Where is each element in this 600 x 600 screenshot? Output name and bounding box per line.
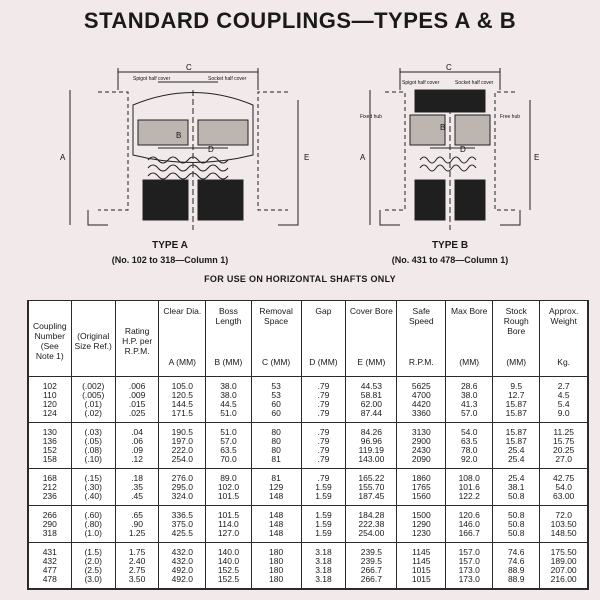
table-cell: 27.0 (540, 455, 588, 469)
table-cell: 148.50 (540, 529, 588, 543)
table-cell: .09 (115, 446, 159, 455)
table-row (28, 506, 588, 521)
table-cell: 175.50 (540, 543, 588, 558)
table-cell: 41.3 (446, 400, 493, 409)
col-header: Clear Dia. (159, 301, 206, 349)
table-cell: 15.87 (493, 423, 540, 438)
table-cell: 144.5 (159, 400, 206, 409)
table-row (28, 483, 588, 492)
col-header: Cover Bore (346, 301, 397, 349)
table-cell: 165.22 (346, 469, 397, 484)
table-cell: 266 (28, 506, 71, 521)
dim-b-label: B (176, 131, 182, 140)
table-cell: 148 (251, 492, 301, 506)
col-unit: B (MM) (206, 348, 251, 377)
table-cell: (.05) (71, 437, 115, 446)
table-cell: 4700 (397, 391, 446, 400)
col-header: Max Bore (446, 301, 493, 349)
table-cell: 80 (251, 423, 301, 438)
table-cell: 173.0 (446, 575, 493, 589)
table-cell: 92.0 (446, 455, 493, 469)
table-cell: 3360 (397, 409, 446, 423)
dim-b-label: B (440, 123, 446, 132)
table-cell: (.30) (71, 483, 115, 492)
col-header: Removal Space (251, 301, 301, 349)
table-cell: 96.96 (346, 437, 397, 446)
table-cell: 184.28 (346, 506, 397, 521)
col-header: Stock Rough Bore (493, 301, 540, 349)
table-row (28, 377, 588, 392)
table-cell: 11.25 (540, 423, 588, 438)
col-header: Coupling Number (See Note 1) (28, 301, 71, 377)
table-cell: 432 (28, 557, 71, 566)
horizontal-shafts-note: FOR USE ON HORIZONTAL SHAFTS ONLY (204, 274, 396, 284)
col-unit: E (MM) (346, 348, 397, 377)
table-cell: 25.4 (493, 469, 540, 484)
table-cell: 38.0 (206, 377, 251, 392)
table-cell: 189.00 (540, 557, 588, 566)
table-cell: 51.0 (206, 423, 251, 438)
table-cell: 5625 (397, 377, 446, 392)
table-cell: 129 (251, 483, 301, 492)
table-cell: 1860 (397, 469, 446, 484)
table-cell: 432.0 (159, 557, 206, 566)
col-unit: A (MM) (159, 348, 206, 377)
table-cell: 102.0 (206, 483, 251, 492)
page-title: STANDARD COUPLINGS—TYPES A & B (83, 8, 517, 33)
table-cell: 1560 (397, 492, 446, 506)
table-cell: 166.7 (446, 529, 493, 543)
table-cell: 1145 (397, 543, 446, 558)
table-cell: 101.5 (206, 492, 251, 506)
table-cell: 74.6 (493, 543, 540, 558)
table-cell: 216.00 (540, 575, 588, 589)
table-cell: 1015 (397, 575, 446, 589)
col-unit: Kg. (540, 348, 588, 377)
table-cell: 15.75 (540, 437, 588, 446)
table-cell: 80 (251, 437, 301, 446)
couplings-table (27, 300, 589, 590)
table-cell: (.40) (71, 492, 115, 506)
table-cell: 1500 (397, 506, 446, 521)
table-cell: .79 (301, 377, 346, 392)
dim-d-label: D (460, 145, 466, 154)
col-header: Safe Speed (397, 301, 446, 349)
col-header: Approx. Weight (540, 301, 588, 349)
table-cell: 3.18 (301, 543, 346, 558)
table-row (28, 446, 588, 455)
table-cell: 3.50 (115, 575, 159, 589)
col-header: Rating H.P. per R.P.M. (115, 301, 159, 377)
table-cell: 2430 (397, 446, 446, 455)
dim-c-label: C (446, 63, 452, 72)
table-cell: 1.59 (301, 492, 346, 506)
table-cell: (.08) (71, 446, 115, 455)
table-cell: 70.0 (206, 455, 251, 469)
table-cell: 1.59 (301, 529, 346, 543)
table-cell: 222.0 (159, 446, 206, 455)
dim-e-label: E (534, 153, 540, 162)
table-cell: 1015 (397, 566, 446, 575)
table-cell: 4.5 (540, 391, 588, 400)
table-cell: 5.4 (540, 400, 588, 409)
table-cell: (2.0) (71, 557, 115, 566)
table-cell: 254.0 (159, 455, 206, 469)
spigot-label: Spigot half cover (402, 80, 440, 86)
table-cell: 236 (28, 492, 71, 506)
table-cell: 1.59 (301, 520, 346, 529)
fixed-hub-label: Fixed hub (360, 114, 382, 120)
table-cell: 239.5 (346, 543, 397, 558)
table-cell: 158 (28, 455, 71, 469)
table-cell: 53 (251, 377, 301, 392)
table-cell: 62.00 (346, 400, 397, 409)
table-cell: (2.5) (71, 566, 115, 575)
table-cell: 103.50 (540, 520, 588, 529)
table-cell: 63.5 (206, 446, 251, 455)
table-row (28, 557, 588, 566)
table-cell: 180 (251, 557, 301, 566)
table-cell: 3.18 (301, 566, 346, 575)
table-cell: .90 (115, 520, 159, 529)
table-cell: 124 (28, 409, 71, 423)
table-cell: 1765 (397, 483, 446, 492)
table-cell: (1.0) (71, 529, 115, 543)
table-cell: 38.0 (206, 391, 251, 400)
table-cell: 42.75 (540, 469, 588, 484)
table-cell: 336.5 (159, 506, 206, 521)
table-cell: 44.5 (206, 400, 251, 409)
type-b-caption: TYPE B (431, 240, 469, 251)
spigot-label: Spigot half cover (133, 76, 171, 82)
table-cell: 478 (28, 575, 71, 589)
table-cell: 155.70 (346, 483, 397, 492)
table-cell: 88.9 (493, 575, 540, 589)
table-cell: (.15) (71, 469, 115, 484)
table-cell: 120 (28, 400, 71, 409)
table-cell: 157.0 (446, 557, 493, 566)
type-a-caption: TYPE A (152, 240, 188, 251)
table-cell: 12.7 (493, 391, 540, 400)
table-cell: (.01) (71, 400, 115, 409)
table-cell: 9.5 (493, 377, 540, 392)
table-cell: (1.5) (71, 543, 115, 558)
table-cell: 1.25 (115, 529, 159, 543)
table-cell: 74.6 (493, 557, 540, 566)
table-cell: 101.5 (206, 506, 251, 521)
table-cell: 120.6 (446, 506, 493, 521)
table-cell: 148 (251, 506, 301, 521)
table-cell: 15.87 (493, 409, 540, 423)
table-cell: 1230 (397, 529, 446, 543)
table-cell: 105.0 (159, 377, 206, 392)
table-cell: .65 (115, 506, 159, 521)
table-cell: .79 (301, 409, 346, 423)
table-cell: 2090 (397, 455, 446, 469)
type-b-subcaption: (No. 431 to 478—Column 1) (391, 255, 509, 265)
table-cell: 72.0 (540, 506, 588, 521)
table-row (28, 566, 588, 575)
col-header: (Original Size Ref.) (71, 301, 115, 377)
table-cell: 1.59 (301, 483, 346, 492)
table-row (28, 437, 588, 446)
table-cell: 152.5 (206, 566, 251, 575)
table-cell: 431 (28, 543, 71, 558)
table-cell: 180 (251, 575, 301, 589)
table-cell: 425.5 (159, 529, 206, 543)
table-cell: 81 (251, 469, 301, 484)
table-cell: 375.0 (159, 520, 206, 529)
table-cell: 2.75 (115, 566, 159, 575)
table-cell: 89.0 (206, 469, 251, 484)
table-cell: 171.5 (159, 409, 206, 423)
table-cell: 44.53 (346, 377, 397, 392)
table-cell: .79 (301, 437, 346, 446)
socket-label: Socket half cover (208, 76, 247, 82)
table-cell: .015 (115, 400, 159, 409)
table-cell: 197.0 (159, 437, 206, 446)
table-cell: 148 (251, 520, 301, 529)
table-cell: 152 (28, 446, 71, 455)
table-cell: 57.0 (206, 437, 251, 446)
col-header: Gap (301, 301, 346, 349)
col-unit: C (MM) (251, 348, 301, 377)
table-row (28, 529, 588, 543)
table-cell: (.60) (71, 506, 115, 521)
table-cell: 212 (28, 483, 71, 492)
table-cell: 120.5 (159, 391, 206, 400)
table-row (28, 543, 588, 558)
table-cell: 108.0 (446, 469, 493, 484)
table-cell: 15.87 (493, 437, 540, 446)
table-row (28, 400, 588, 409)
table-cell: .009 (115, 391, 159, 400)
table-cell: 492.0 (159, 575, 206, 589)
table-cell: 9.0 (540, 409, 588, 423)
table-cell: 53 (251, 391, 301, 400)
col-unit: (MM) (493, 348, 540, 377)
table-cell: 152.5 (206, 575, 251, 589)
type-a-subcaption: (No. 102 to 318—Column 1) (111, 255, 229, 265)
table-cell: (.10) (71, 455, 115, 469)
table-cell: (3.0) (71, 575, 115, 589)
table-cell: 2.40 (115, 557, 159, 566)
table-cell: 140.0 (206, 557, 251, 566)
table-cell: 318 (28, 529, 71, 543)
table-row (28, 575, 588, 589)
table-cell: 28.6 (446, 377, 493, 392)
table-cell: 38.0 (446, 391, 493, 400)
type-b-coupling-diagram (360, 60, 540, 235)
table-cell: .79 (301, 446, 346, 455)
table-row (28, 520, 588, 529)
table-cell: 2.7 (540, 377, 588, 392)
table-cell: 190.5 (159, 423, 206, 438)
table-cell: 51.0 (206, 409, 251, 423)
table-cell: 168 (28, 469, 71, 484)
table-cell: 477 (28, 566, 71, 575)
table-cell: 157.0 (446, 543, 493, 558)
table-cell: 266.7 (346, 566, 397, 575)
table-cell: .06 (115, 437, 159, 446)
table-cell: 3.18 (301, 557, 346, 566)
table-cell: 432.0 (159, 543, 206, 558)
table-cell: 54.0 (446, 423, 493, 438)
table-cell: 50.8 (493, 529, 540, 543)
table-cell: 15.87 (493, 400, 540, 409)
dim-e-label: E (304, 153, 310, 162)
table-cell: 88.9 (493, 566, 540, 575)
table-cell: 492.0 (159, 566, 206, 575)
table-cell: 290 (28, 520, 71, 529)
table-cell: (.03) (71, 423, 115, 438)
table-cell: 2900 (397, 437, 446, 446)
table-cell: 173.0 (446, 566, 493, 575)
table-cell: 1145 (397, 557, 446, 566)
table-cell: 50.8 (493, 492, 540, 506)
table-cell: 276.0 (159, 469, 206, 484)
table-cell: .79 (301, 423, 346, 438)
table-cell: 119.19 (346, 446, 397, 455)
table-cell: 187.45 (346, 492, 397, 506)
table-cell: 50.8 (493, 520, 540, 529)
table-cell: 266.7 (346, 575, 397, 589)
table-cell: 122.2 (446, 492, 493, 506)
table-cell: 25.4 (493, 455, 540, 469)
table-cell: 78.0 (446, 446, 493, 455)
table-cell: (.02) (71, 409, 115, 423)
table-cell: 180 (251, 543, 301, 558)
table-cell: (.80) (71, 520, 115, 529)
type-a-coupling-diagram (58, 60, 328, 235)
table-cell: 50.8 (493, 506, 540, 521)
table-cell: 25.4 (493, 446, 540, 455)
table-cell: .025 (115, 409, 159, 423)
table-cell: 324.0 (159, 492, 206, 506)
table-cell: .45 (115, 492, 159, 506)
socket-label: Socket half cover (455, 80, 494, 86)
table-cell: 148 (251, 529, 301, 543)
table-cell: .18 (115, 469, 159, 484)
table-cell: 254.00 (346, 529, 397, 543)
table-cell: 114.0 (206, 520, 251, 529)
table-cell: 81 (251, 455, 301, 469)
table-cell: .79 (301, 400, 346, 409)
table-cell: .79 (301, 455, 346, 469)
table-cell: 80 (251, 446, 301, 455)
table-cell: 58.81 (346, 391, 397, 400)
table-cell: .79 (301, 391, 346, 400)
table-cell: 239.5 (346, 557, 397, 566)
table-cell: 1290 (397, 520, 446, 529)
dim-d-label: D (208, 145, 214, 154)
table-cell: 143.00 (346, 455, 397, 469)
table-cell: 102 (28, 377, 71, 392)
table-cell: 4420 (397, 400, 446, 409)
table-cell: 140.0 (206, 543, 251, 558)
col-header: Boss Length (206, 301, 251, 349)
table-cell: .35 (115, 483, 159, 492)
table-cell: .12 (115, 455, 159, 469)
table-cell: 3130 (397, 423, 446, 438)
table-cell: 63.5 (446, 437, 493, 446)
table-cell: 3.18 (301, 575, 346, 589)
table-cell: 57.0 (446, 409, 493, 423)
col-unit: D (MM) (301, 348, 346, 377)
table-cell: 136 (28, 437, 71, 446)
table-row (28, 423, 588, 438)
table-cell: (.005) (71, 391, 115, 400)
table-cell: 127.0 (206, 529, 251, 543)
table-cell: 60 (251, 400, 301, 409)
table-cell: 295.0 (159, 483, 206, 492)
table-cell: 130 (28, 423, 71, 438)
table-cell: 38.1 (493, 483, 540, 492)
table-cell: 60 (251, 409, 301, 423)
table-row (28, 492, 588, 506)
table-cell: .79 (301, 469, 346, 484)
table-cell: 146.0 (446, 520, 493, 529)
table-cell: 1.75 (115, 543, 159, 558)
table-cell: 110 (28, 391, 71, 400)
table-cell: 101.6 (446, 483, 493, 492)
table-cell: 222.38 (346, 520, 397, 529)
table-cell: .04 (115, 423, 159, 438)
table-row (28, 391, 588, 400)
table-cell: (.002) (71, 377, 115, 392)
table-row (28, 469, 588, 484)
table-row (28, 409, 588, 423)
dim-a-label: A (360, 153, 366, 162)
col-unit: R.P.M. (397, 348, 446, 377)
table-cell: 20.25 (540, 446, 588, 455)
table-cell: 207.00 (540, 566, 588, 575)
dim-c-label: C (186, 63, 192, 72)
table-cell: 87.44 (346, 409, 397, 423)
dim-a-label: A (60, 153, 66, 162)
table-cell: .006 (115, 377, 159, 392)
col-unit: (MM) (446, 348, 493, 377)
table-cell: 63.00 (540, 492, 588, 506)
table-cell: 54.0 (540, 483, 588, 492)
table-cell: 1.59 (301, 506, 346, 521)
free-hub-label: Free hub (500, 114, 521, 120)
table-cell: 180 (251, 566, 301, 575)
table-cell: 84.26 (346, 423, 397, 438)
table-row (28, 455, 588, 469)
